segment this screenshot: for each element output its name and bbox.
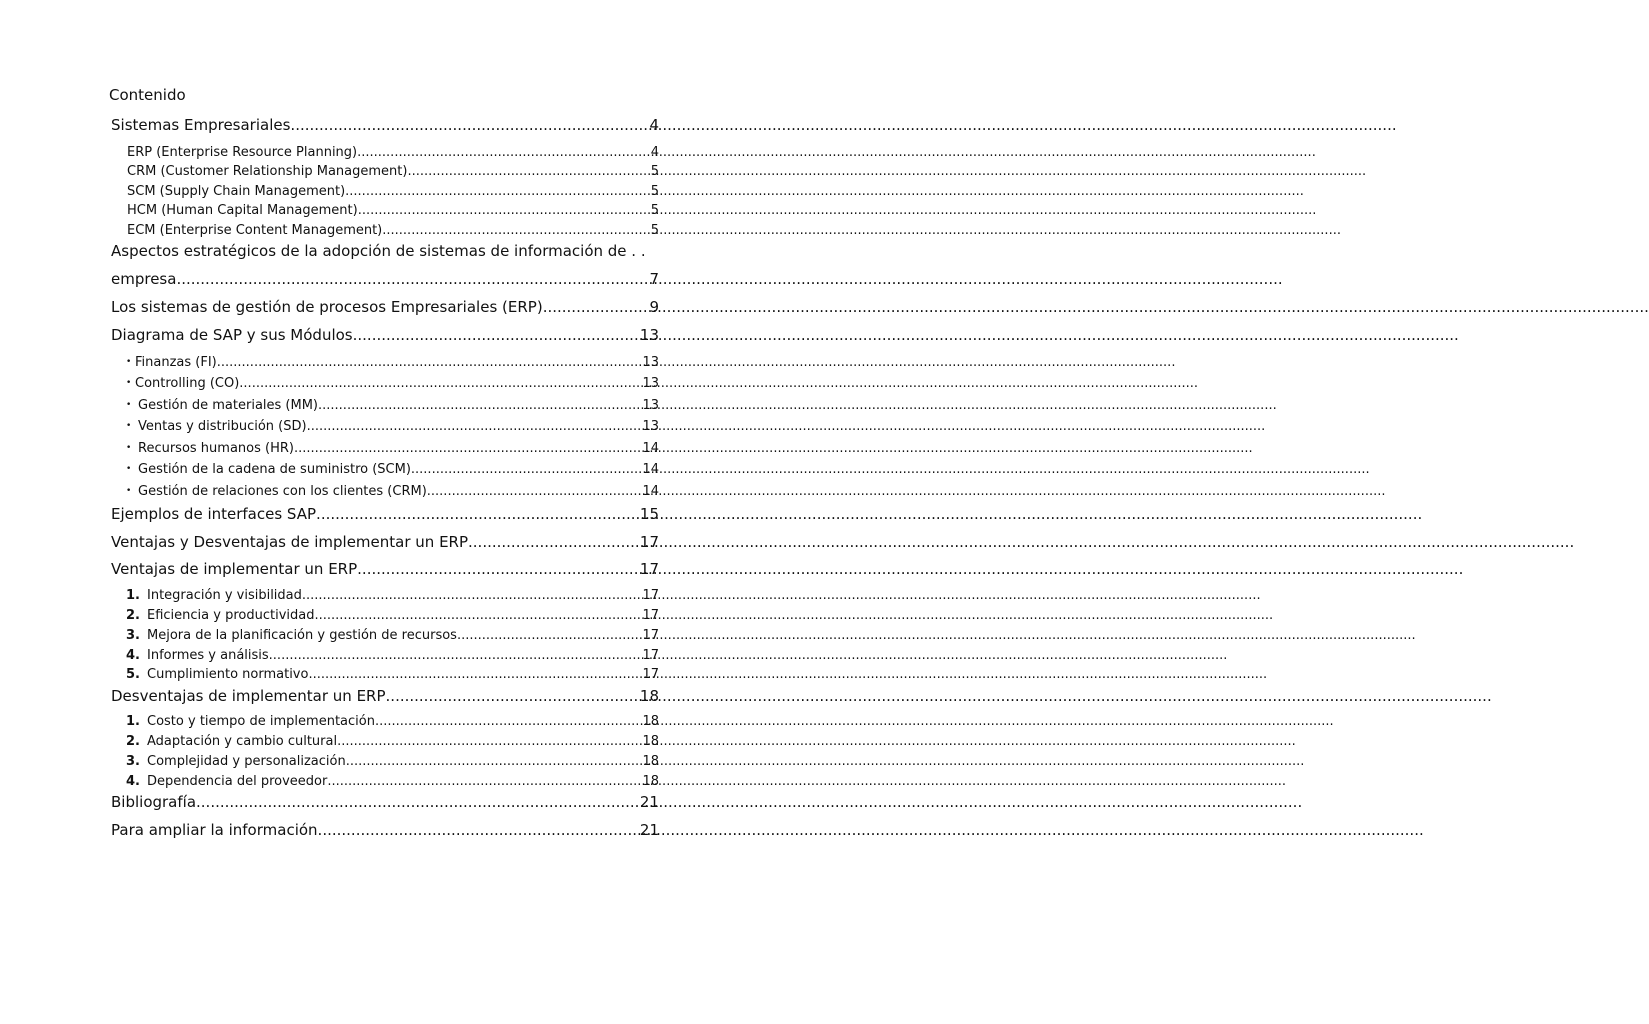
toc-entry-label: Gestión de la cadena de suministro (SCM) [138, 462, 411, 477]
toc-entry-label: Ventas y distribución (SD) [138, 419, 307, 434]
toc-entry-page: 13 [642, 398, 659, 413]
toc-entry-page: 7 [649, 270, 659, 288]
dot-leader [386, 687, 640, 705]
toc-entry-page: 17 [639, 533, 659, 551]
toc-entry[interactable] [126, 588, 659, 603]
toc-entry-label: Adaptación y cambio cultural [147, 734, 338, 749]
toc-entry-label: Recursos humanos (HR) [138, 441, 294, 456]
dot-leader [357, 560, 640, 578]
toc-entry[interactable] [126, 441, 659, 456]
toc-entry[interactable] [126, 484, 659, 499]
toc-entry[interactable] [111, 270, 659, 288]
bullet-icon: • [126, 464, 132, 474]
toc-entry-page: 9 [649, 298, 659, 316]
toc-entry[interactable] [127, 223, 659, 238]
dot-leader [375, 714, 642, 729]
dot-leader [468, 533, 640, 551]
toc-entry[interactable] [126, 714, 659, 729]
toc-entry[interactable] [127, 164, 659, 179]
list-number: 2. [126, 734, 140, 749]
toc-entry-label: Integración y visibilidad [147, 588, 302, 603]
toc-entry-label: Bibliografía [111, 793, 197, 811]
bullet-icon: • [126, 400, 132, 410]
list-number: 1. [126, 714, 140, 729]
dot-leader [176, 270, 649, 288]
toc-entry-page: 21 [639, 821, 659, 839]
toc-entry[interactable] [126, 398, 659, 413]
toc-entry[interactable] [111, 687, 659, 705]
toc-entry-page: 14 [642, 484, 659, 499]
dot-leader [358, 203, 651, 218]
toc-entry-label: ERP (Enterprise Resource Planning) [127, 145, 358, 160]
bullet-icon: • [126, 421, 132, 431]
toc-entry[interactable] [126, 667, 659, 682]
dot-leader [307, 419, 643, 434]
toc-entry-page: 13 [642, 419, 659, 434]
toc-entry-page: 13 [642, 376, 659, 391]
toc-entry-page: 17 [642, 648, 659, 663]
toc-entry[interactable] [126, 462, 659, 477]
toc-entry-label: ECM (Enterprise Content Management) [127, 223, 383, 238]
dot-leader [357, 145, 651, 160]
toc-entry[interactable] [126, 628, 659, 643]
toc-entry-label: Controlling (CO) [135, 376, 240, 391]
toc-entry-page: 17 [642, 608, 659, 623]
document-page [0, 0, 768, 1024]
toc-entry-label: Mejora de la planificación y gestión de recursos [147, 628, 457, 643]
dot-leader [314, 608, 642, 623]
dot-leader [427, 484, 643, 499]
bullet-icon: • [126, 357, 132, 367]
list-number: 5. [126, 667, 140, 682]
toc-entry-label: Cumplimiento normativo [147, 667, 309, 682]
toc-entry[interactable] [126, 774, 659, 789]
bullet-icon: • [126, 443, 132, 453]
toc-entry-page: 21 [639, 793, 659, 811]
dot-leader [290, 116, 649, 134]
toc-entry[interactable] [111, 793, 659, 811]
toc-entry-page: 18 [642, 714, 659, 729]
dot-leader [327, 774, 642, 789]
toc-entry-label: Ventajas y Desventajas de implementar un ERP [111, 533, 469, 551]
dot-leader [239, 376, 642, 391]
toc-entry-page: 17 [642, 628, 659, 643]
toc-entry[interactable] [111, 533, 659, 551]
dot-leader [294, 441, 642, 456]
bullet-icon: • [126, 378, 132, 388]
toc-entry-label: Ventajas de implementar un ERP [111, 560, 358, 578]
toc-entry-page: 18 [639, 687, 659, 705]
toc-entry-label: Finanzas (FI) [135, 355, 217, 370]
toc-entry-page: 18 [642, 774, 659, 789]
toc-entry[interactable] [127, 184, 659, 199]
toc-entry[interactable] [111, 821, 659, 839]
toc-entry-label: Desventajas de implementar un ERP [111, 687, 386, 705]
toc-entry-page: 13 [642, 355, 659, 370]
dot-leader [407, 164, 650, 179]
dot-leader [457, 628, 643, 643]
toc-entry-label: Costo y tiempo de implementación [147, 714, 375, 729]
dot-leader [353, 326, 640, 344]
toc-entry-label: SCM (Supply Chain Management) [127, 184, 346, 199]
toc-entry[interactable] [126, 648, 659, 663]
toc-entry-label: Sistemas Empresariales [111, 116, 291, 134]
toc-entry-page: 14 [642, 462, 659, 477]
toc-title: Contenido [109, 86, 186, 104]
dot-leader [316, 505, 640, 523]
toc-entry-label: CRM (Customer Relationship Management) [127, 164, 408, 179]
list-number: 3. [126, 628, 140, 643]
dot-leader [302, 588, 643, 603]
toc-entry-label: Diagrama de SAP y sus Módulos [111, 326, 353, 344]
toc-entry-page: 5 [650, 184, 659, 199]
toc-entry[interactable] [111, 560, 659, 578]
toc-entry[interactable] [126, 376, 659, 391]
dot-leader [337, 734, 642, 749]
dot-leader [269, 648, 643, 663]
toc-entry-label: Gestión de relaciones con los clientes (CRM) [138, 484, 427, 499]
toc-entry[interactable] [126, 734, 659, 749]
toc-entry-label: empresa [111, 270, 177, 288]
toc-entry-page: 15 [639, 505, 659, 523]
toc-entry-label: HCM (Human Capital Management) [127, 203, 358, 218]
toc-entry-page: 13 [639, 326, 659, 344]
toc-entry-label[interactable]: Aspectos estratégicos de la adopción de sistemas de información de . . [111, 242, 646, 260]
dot-leader [308, 667, 642, 682]
toc-entry-page: 14 [642, 441, 659, 456]
toc-entry[interactable] [111, 298, 659, 316]
dot-leader [411, 462, 643, 477]
dot-leader [196, 793, 640, 811]
toc-entry-label: Gestión de materiales (MM) [138, 398, 319, 413]
toc-entry-page: 4 [649, 116, 659, 134]
toc-entry-page: 18 [642, 734, 659, 749]
toc-entry[interactable] [127, 145, 659, 160]
toc-entry-label: Dependencia del proveedor [147, 774, 328, 789]
list-number: 4. [126, 774, 140, 789]
list-number: 1. [126, 588, 140, 603]
toc-entry-page: 5 [650, 164, 659, 179]
toc-entry[interactable] [126, 754, 659, 769]
toc-entry-label: Complejidad y personalización [147, 754, 346, 769]
list-number: 3. [126, 754, 140, 769]
toc-entry-label: Para ampliar la información [111, 821, 318, 839]
toc-entry[interactable] [126, 419, 659, 434]
toc-entry[interactable] [111, 116, 659, 134]
dot-leader [318, 398, 642, 413]
list-number: 4. [126, 648, 140, 663]
toc-entry[interactable] [111, 505, 659, 523]
toc-entry-label: Los sistemas de gestión de procesos Empresariales (ERP) [111, 298, 543, 316]
dot-leader [346, 754, 643, 769]
dot-leader [318, 821, 640, 839]
toc-entry-page: 17 [642, 588, 659, 603]
toc-entry[interactable] [126, 608, 659, 623]
toc-entry-label: Ejemplos de interfaces SAP [111, 505, 317, 523]
toc-entry-page: 18 [642, 754, 659, 769]
list-number: 2. [126, 608, 140, 623]
dot-leader [217, 355, 643, 370]
dot-leader [543, 298, 650, 316]
toc-entry-page: 4 [650, 145, 659, 160]
toc-entry-page: 17 [639, 560, 659, 578]
toc-entry-label: Eficiencia y productividad [147, 608, 315, 623]
toc-entry[interactable] [127, 203, 659, 218]
toc-entry-page: 5 [650, 223, 659, 238]
toc-entry-page: 17 [642, 667, 659, 682]
bullet-icon: • [126, 486, 132, 496]
toc-entry[interactable] [111, 326, 659, 344]
toc-entry-label: Informes y análisis [147, 648, 269, 663]
toc-entry-page: 5 [650, 203, 659, 218]
dot-leader [345, 184, 651, 199]
dot-leader [382, 223, 650, 238]
toc-entry[interactable] [126, 355, 659, 370]
